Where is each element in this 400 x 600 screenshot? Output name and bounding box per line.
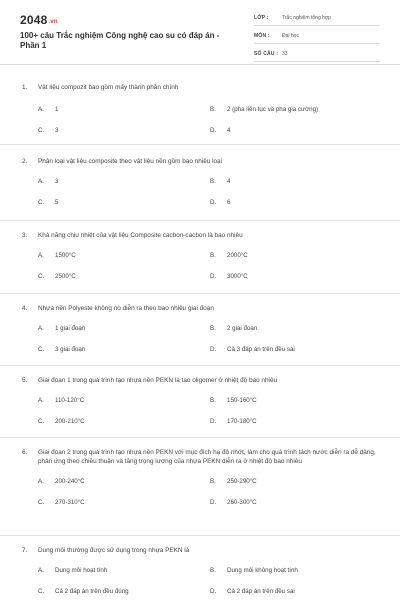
question-number: 2. [22, 158, 28, 165]
option-b[interactable] [210, 390, 360, 411]
question-3 [0, 221, 400, 294]
option-text: Cả 2 đáp án trên đều sai [227, 588, 295, 595]
option-grid [38, 245, 400, 287]
meta-label: MÔN : [254, 33, 270, 39]
option-letter: C. [38, 273, 45, 280]
option-b[interactable] [210, 560, 360, 581]
question-text: Phân loại vật liệu composite theo vật liệu nền gồm bao nhiêu loại [38, 158, 223, 165]
question-number: 5. [22, 377, 28, 384]
option-text: 3 [55, 127, 59, 134]
option-text: 6 [227, 199, 231, 206]
option-text: 3 [55, 178, 59, 185]
option-text: Dung môi không hoạt tính [227, 567, 298, 574]
option-letter: A. [38, 397, 44, 404]
option-a[interactable] [38, 318, 210, 339]
option-c[interactable] [38, 581, 210, 600]
option-text: 4 [227, 178, 231, 185]
option-grid [38, 171, 400, 213]
option-b[interactable] [210, 99, 360, 120]
document-header [0, 0, 400, 65]
option-grid [38, 471, 400, 513]
option-a[interactable] [38, 245, 210, 266]
logo-brand: 2048 [20, 13, 48, 27]
question-text-row [0, 438, 400, 466]
option-letter: C. [38, 499, 45, 506]
document-meta [254, 11, 380, 65]
option-letter: B. [210, 178, 216, 185]
option-letter: A. [38, 178, 44, 185]
option-letter: C. [38, 127, 45, 134]
question-6 [0, 438, 400, 536]
option-text: 170-180°C [227, 418, 257, 425]
option-letter: B. [210, 397, 216, 404]
option-letter: D. [210, 588, 217, 595]
question-number: 3. [22, 232, 28, 239]
option-letter: B. [210, 478, 216, 485]
option-text: 110-120°C [55, 397, 85, 404]
logo-tld: .vn [48, 19, 58, 25]
option-letter: A. [38, 252, 44, 259]
option-b[interactable] [210, 471, 360, 492]
option-a[interactable] [38, 390, 210, 411]
option-letter: B. [210, 567, 216, 574]
meta-row-subject [254, 29, 380, 44]
site-logo[interactable] [20, 13, 58, 27]
meta-value: Trắc nghiệm tổng hợp [282, 15, 331, 21]
meta-value: Đại học [282, 33, 299, 39]
option-c[interactable] [38, 192, 210, 213]
option-d[interactable] [210, 411, 360, 432]
option-text: 2 (pha liên tục và pha gia cường) [227, 106, 319, 113]
option-letter: D. [210, 499, 217, 506]
option-text: Cả 3 đáp án trên đều sai [227, 346, 295, 353]
question-text: Giai đoạn 1 trong quá trình tạo nhựa nền PEKN là tạo oligomer ở nhiệt độ bao nhiêu [38, 377, 278, 384]
option-text: 3000°C [227, 273, 248, 280]
option-letter: C. [38, 199, 45, 206]
question-text-row [0, 536, 400, 555]
option-c[interactable] [38, 339, 210, 360]
option-d[interactable] [210, 192, 360, 213]
meta-value: 33 [282, 51, 288, 57]
question-text-row [0, 294, 400, 313]
option-d[interactable] [210, 581, 360, 600]
option-letter: D. [210, 273, 217, 280]
option-d[interactable] [210, 266, 360, 287]
question-text-row [0, 65, 400, 92]
meta-label: LỚP : [254, 15, 269, 21]
option-text: 2000°C [227, 252, 248, 259]
option-text: 200-240°C [55, 478, 85, 485]
option-letter: B. [210, 252, 216, 259]
question-1 [0, 65, 400, 145]
option-text: 1 giai đoạn [55, 325, 86, 332]
option-text: 200-210°C [55, 418, 85, 425]
option-text: 2500°C [55, 273, 76, 280]
option-text: 150-160°C [227, 397, 257, 404]
option-a[interactable] [38, 560, 210, 581]
option-b[interactable] [210, 171, 360, 192]
option-grid [38, 390, 400, 432]
question-text: Giai đoạn 2 trong quá trình tạo nhựa nền PEKN với mục đích hạ độ nhớt, làm cho quá trình tách nước diễn ra dễ dàng, phản ứng theo chiều thuận và tăng trọng lượng của nhựa PEKN diễn ra ở nhiệt độ bao nhiêu [38, 449, 376, 465]
option-text: Cả 2 đáp án trên đều đúng [55, 588, 129, 595]
option-letter: B. [210, 106, 216, 113]
option-letter: D. [210, 127, 217, 134]
option-letter: D. [210, 346, 217, 353]
question-2 [0, 145, 400, 221]
option-text: 2 giai đoạn [227, 325, 258, 332]
option-grid [38, 318, 400, 360]
option-c[interactable] [38, 266, 210, 287]
question-text: Khả năng chịu nhiệt của vật liệu Composite cacbon-cacbon là bao nhiêu [38, 232, 243, 239]
option-d[interactable] [210, 492, 360, 513]
option-c[interactable] [38, 411, 210, 432]
option-text: 1 [55, 106, 59, 113]
question-number: 4. [22, 305, 28, 312]
option-letter: D. [210, 418, 217, 425]
option-text: 4 [227, 127, 231, 134]
question-text: Nhựa nền Polyeste không no diễn ra theo bao nhiêu giai đoạn [38, 305, 214, 312]
option-c[interactable] [38, 120, 210, 141]
option-letter: D. [210, 199, 217, 206]
meta-row-class [254, 11, 380, 26]
document-title: 100+ câu Trắc nghiệm Công nghệ cao su có đáp án - Phần 1 [20, 31, 220, 50]
option-letter: A. [38, 106, 44, 113]
question-number: 6. [22, 449, 28, 456]
option-letter: C. [38, 588, 45, 595]
option-b[interactable] [210, 318, 360, 339]
question-number: 1. [22, 84, 28, 91]
option-text: 270-310°C [55, 499, 85, 506]
option-letter: B. [210, 325, 216, 332]
meta-label: SỐ CÂU : [254, 51, 279, 57]
option-letter: C. [38, 346, 45, 353]
option-letter: C. [38, 418, 45, 425]
option-text: 260-300°C [227, 499, 257, 506]
question-text-row [0, 366, 400, 385]
option-c[interactable] [38, 492, 210, 513]
option-grid [38, 99, 400, 141]
question-7 [0, 536, 400, 600]
option-a[interactable] [38, 171, 210, 192]
option-a[interactable] [38, 99, 210, 120]
question-number: 7. [22, 547, 28, 554]
option-letter: A. [38, 567, 44, 574]
option-b[interactable] [210, 245, 360, 266]
question-text-row [0, 145, 400, 166]
option-a[interactable] [38, 471, 210, 492]
question-text: Dung môi thường được sử dụng trong nhựa PEKN là [38, 547, 190, 554]
question-text: Vật liệu compozit bao gồm mấy thành phần chính [38, 84, 179, 91]
question-text-row [0, 221, 400, 240]
option-text: 1500°C [55, 252, 76, 259]
option-text: 3 giai đoạn [55, 346, 86, 353]
question-4 [0, 294, 400, 366]
question-5 [0, 366, 400, 438]
option-text: 250-290°C [227, 478, 257, 485]
option-text: 5 [55, 199, 59, 206]
option-letter: A. [38, 478, 44, 485]
option-letter: A. [38, 325, 44, 332]
meta-row-question-count [254, 47, 380, 62]
option-text: Dung môi hoạt tính [55, 567, 108, 574]
option-d[interactable] [210, 120, 360, 141]
option-grid [38, 560, 400, 600]
option-d[interactable] [210, 339, 360, 360]
